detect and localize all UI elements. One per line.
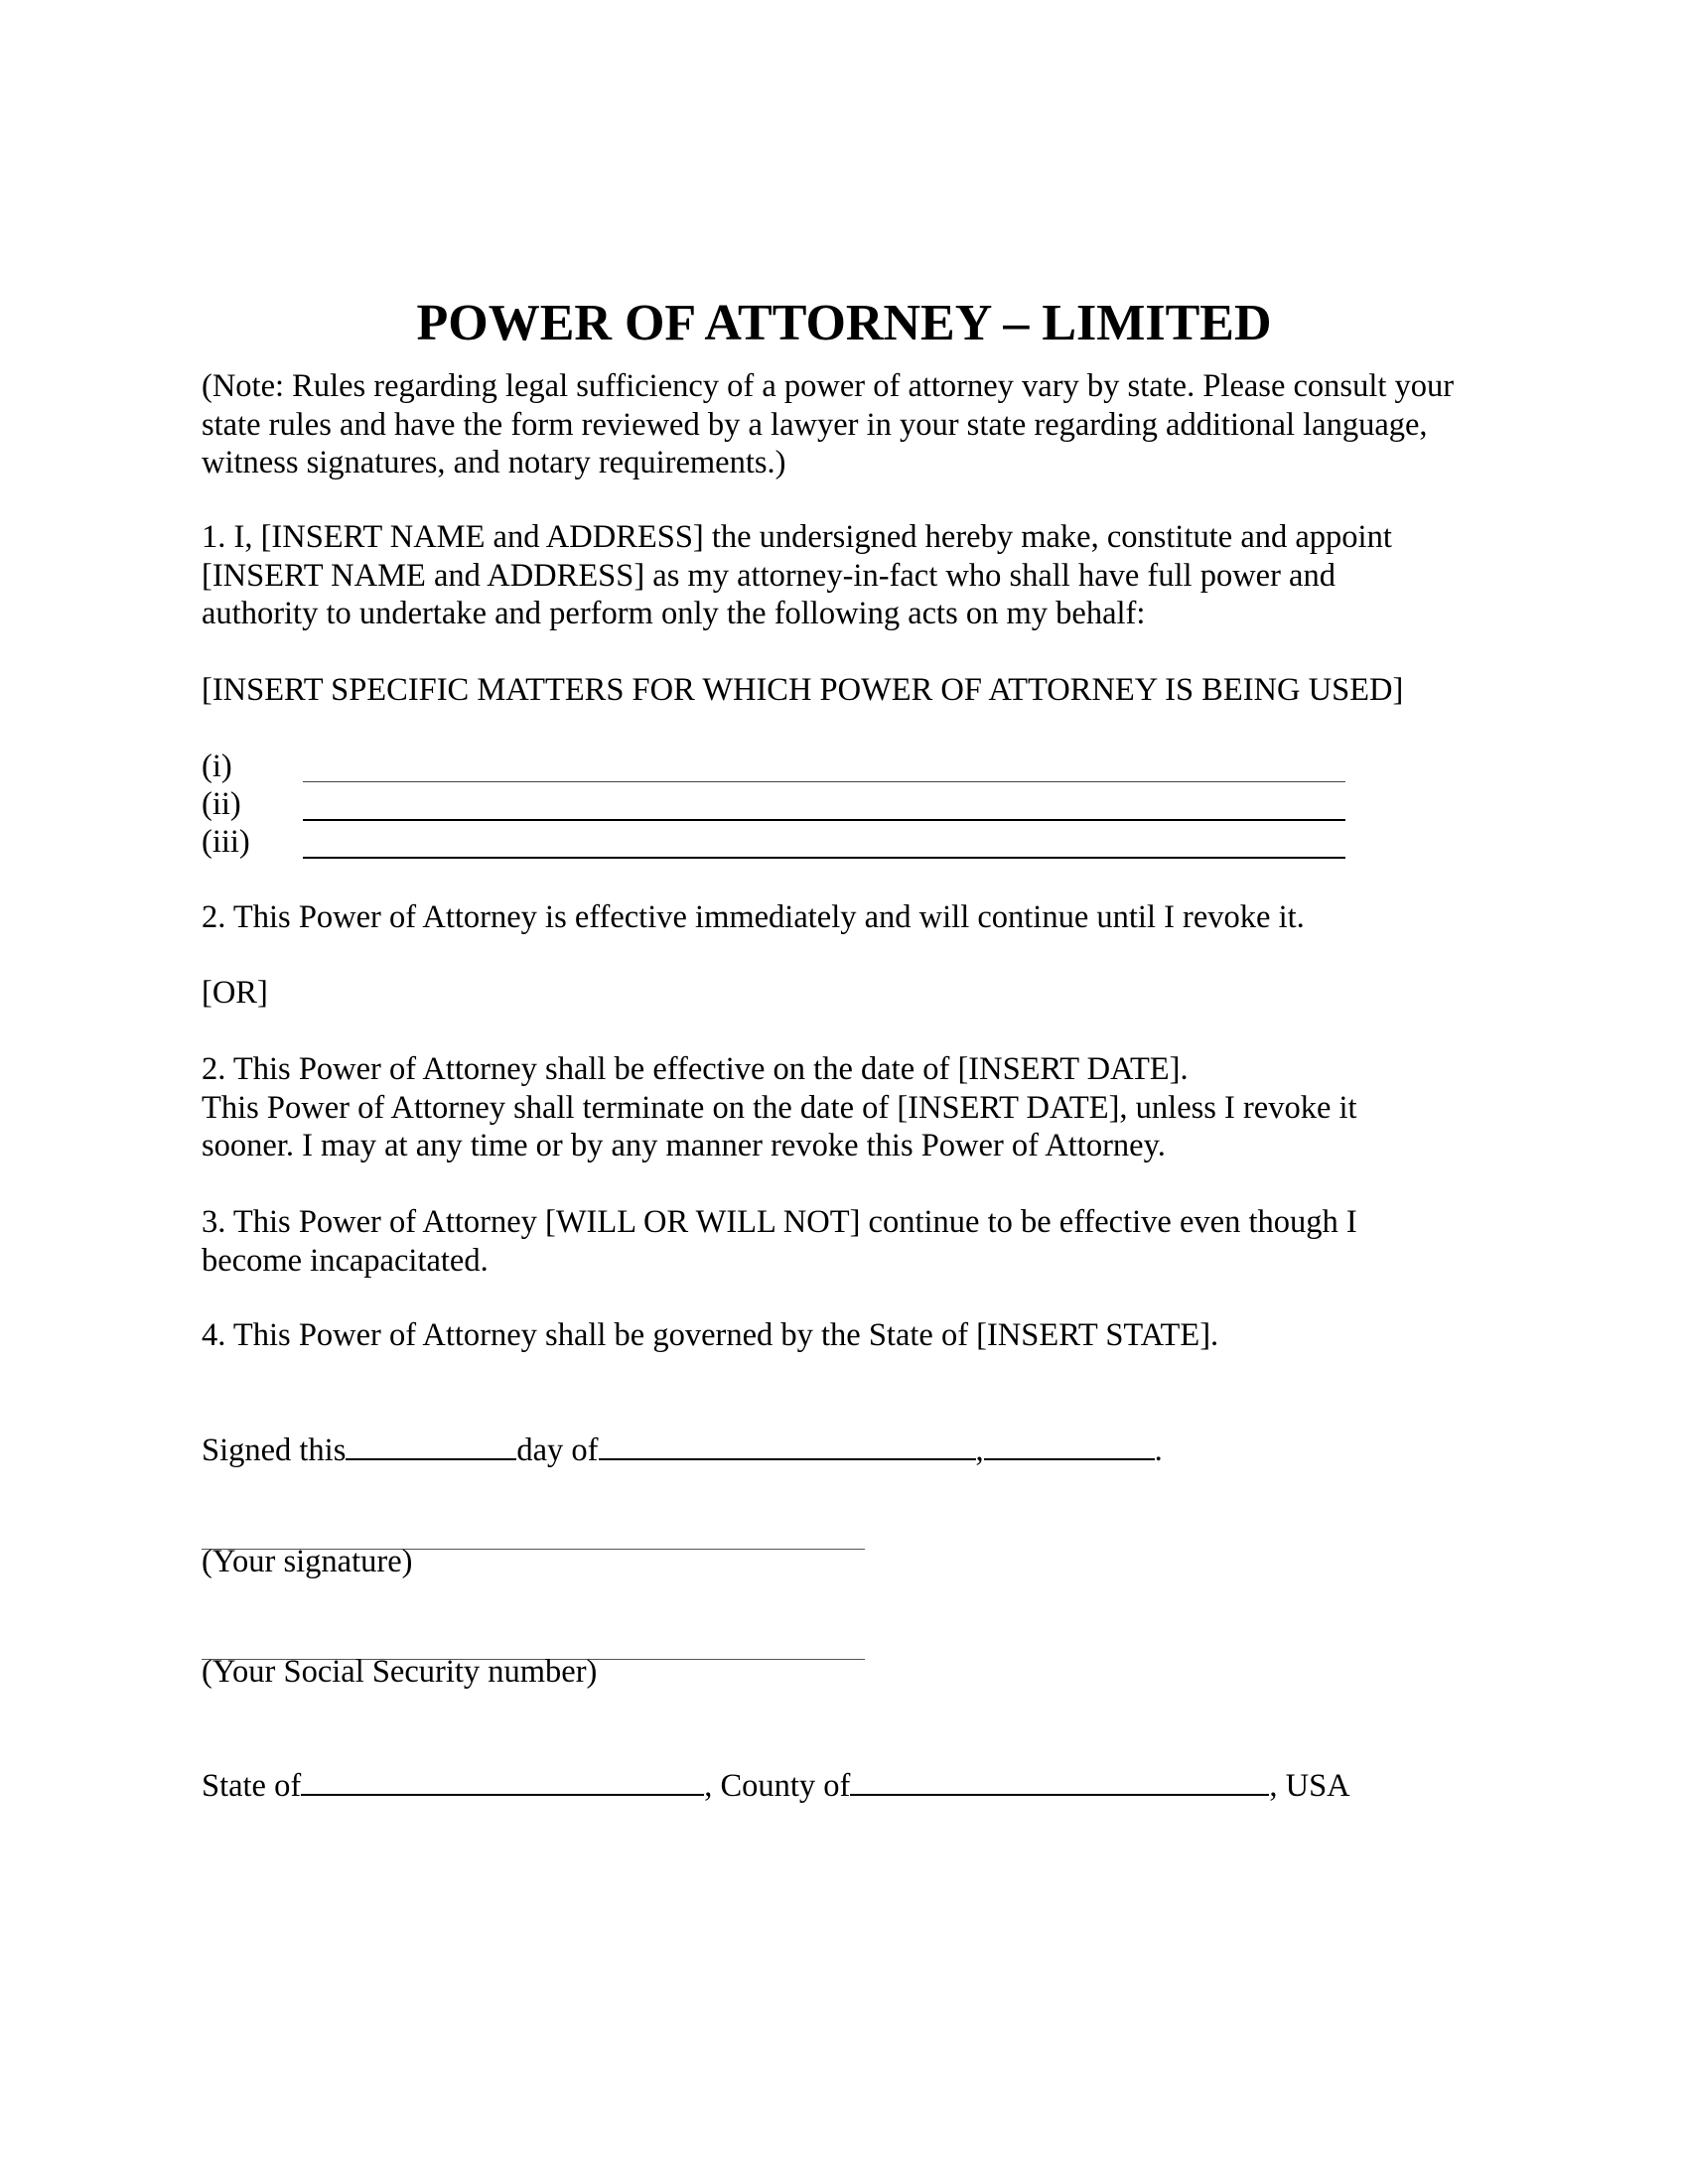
note-line: (Note: Rules regarding legal sufficiency of a power of attorney vary by state. Please consult your [202, 368, 1455, 404]
year-blank[interactable] [984, 1431, 1155, 1460]
location-line [202, 1766, 1512, 1806]
county-of-text: , County of [704, 1768, 851, 1804]
state-blank[interactable] [301, 1766, 704, 1796]
clause-2b-line: 2. This Power of Attorney shall be effective on the date of [INSERT DATE]. [202, 1051, 1189, 1087]
clause-1-line: [INSERT NAME and ADDRESS] as my attorney-in-fact who shall have full power and [202, 557, 1336, 594]
comma-text: , [975, 1433, 984, 1468]
item-label-ii: (ii) [202, 786, 241, 822]
clause-1-line: 1. I, [INSERT NAME and ADDRESS] the undersigned hereby make, constitute and appoint [202, 519, 1392, 555]
clause-1-line: authority to undertake and perform only the following acts on my behalf: [202, 596, 1146, 632]
county-blank[interactable] [850, 1766, 1269, 1796]
item-blank-iii[interactable] [303, 857, 1345, 859]
state-of-text: State of [202, 1768, 302, 1804]
note-line: state rules and have the form reviewed by a lawyer in your state regarding additional language, [202, 406, 1428, 443]
note-paragraph [202, 367, 1512, 482]
day-blank[interactable] [346, 1431, 516, 1460]
specific-matters: [INSERT SPECIFIC MATTERS FOR WHICH POWER OF ATTORNEY IS BEING USED] [202, 672, 1404, 708]
item-label-iii: (iii) [202, 824, 250, 860]
clause-1 [202, 518, 1512, 633]
item-label-i: (i) [202, 749, 232, 784]
clause-3-line: become incapacitated. [202, 1242, 489, 1279]
period-text: . [1154, 1433, 1163, 1468]
day-of-text: day of [516, 1433, 599, 1468]
clause-3-line: 3. This Power of Attorney [WILL OR WILL NOT] continue to be effective even though I [202, 1204, 1357, 1240]
signed-line [202, 1431, 1512, 1470]
document-title: POWER OF ATTORNEY – LIMITED [416, 295, 1272, 351]
note-line: witness signatures, and notary requirements.) [202, 445, 786, 481]
ssn-label: (Your Social Security number) [202, 1654, 598, 1690]
month-blank[interactable] [599, 1431, 976, 1460]
clause-3 [202, 1203, 1512, 1280]
item-blank-ii[interactable] [303, 819, 1345, 821]
clause-2a: 2. This Power of Attorney is effective immediately and will continue until I revoke it. [202, 899, 1305, 935]
clause-2b-line: sooner. I may at any time or by any manner revoke this Power of Attorney. [202, 1128, 1166, 1164]
clause-2b [202, 1050, 1512, 1165]
signed-prefix: Signed this [202, 1433, 347, 1468]
usa-text: , USA [1269, 1768, 1350, 1804]
item-blank-i[interactable] [303, 781, 1345, 782]
clause-4: 4. This Power of Attorney shall be governed by the State of [INSERT STATE]. [202, 1317, 1219, 1353]
clause-2b-line: This Power of Attorney shall terminate on the date of [INSERT DATE], unless I revoke it [202, 1089, 1357, 1126]
or-text: [OR] [202, 975, 268, 1011]
signature-label: (Your signature) [202, 1544, 413, 1579]
